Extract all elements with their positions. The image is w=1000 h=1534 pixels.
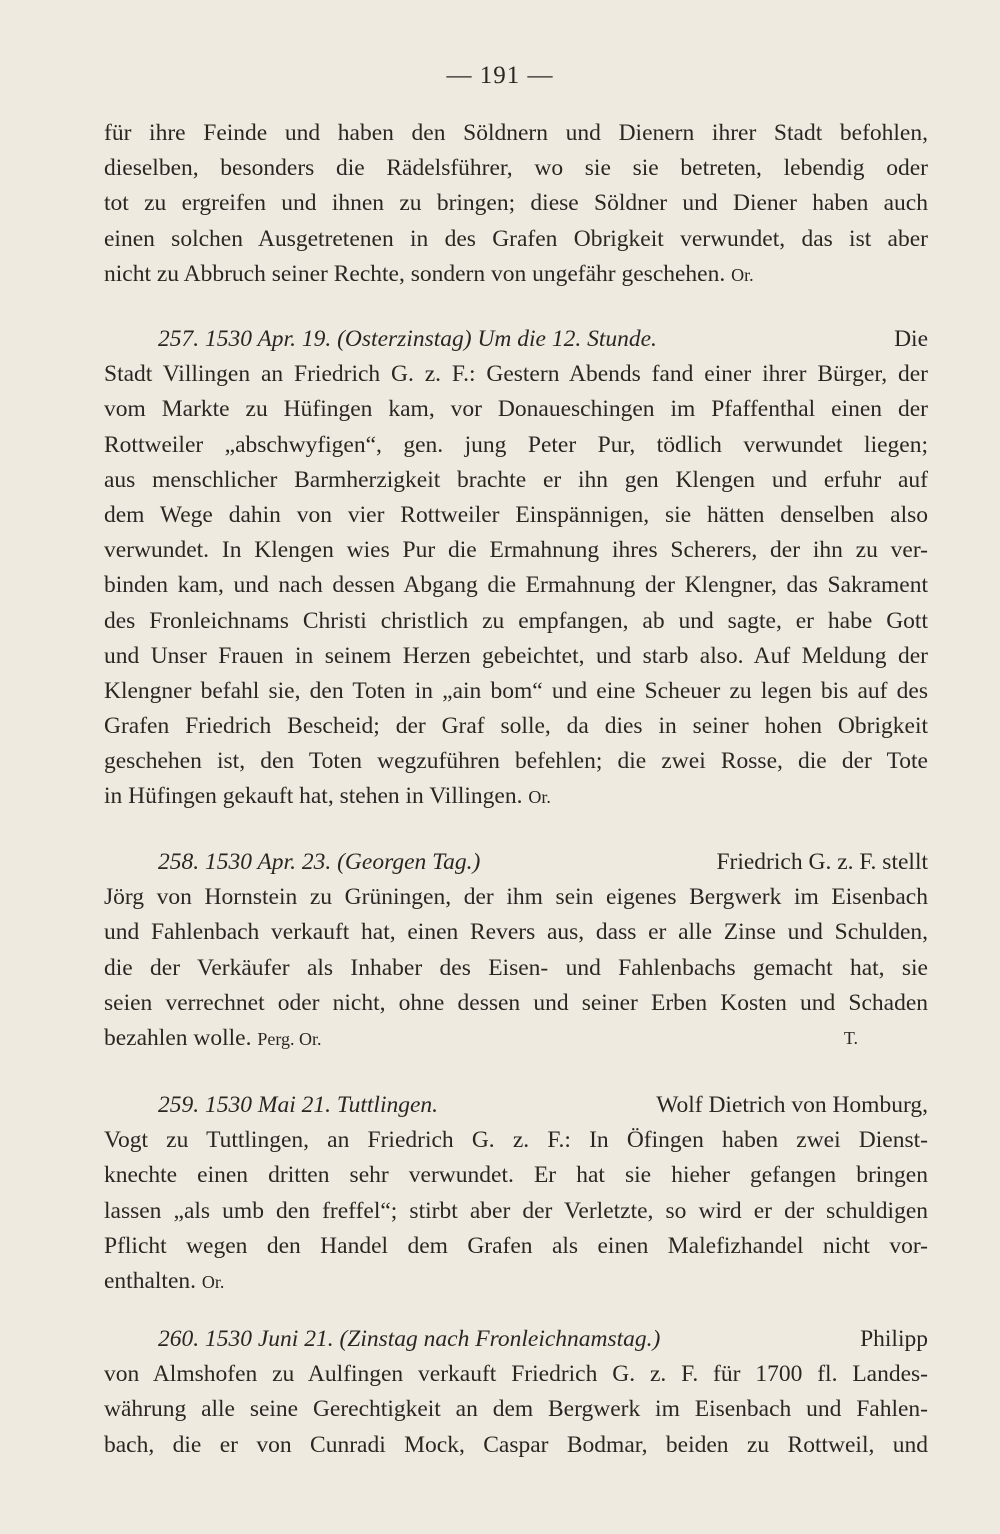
text-fragment: Die bbox=[894, 326, 928, 352]
text-line: Stadt Villingen an Friedrich G. z. F.: Gestern Abends fand einer ihrer Bürger, der bbox=[104, 361, 928, 388]
text-line: von Almshofen zu Aulfingen verkauft Friedrich G. z. F. für 1700 fl. Landes- bbox=[104, 1361, 928, 1388]
text-line: geschehen ist, den Toten wegzuführen befehlen; die zwei Rosse, die der Tote bbox=[104, 748, 928, 775]
text-line: für ihre Feinde und haben den Söldnern und Dienern ihrer Stadt befohlen, bbox=[104, 120, 928, 146]
text-line: Grafen Friedrich Bescheid; der Graf solle, da dies in seiner hohen Obrigkeit bbox=[104, 713, 928, 740]
text-line: tot zu ergreifen und ihnen zu bringen; diese Söldner und Diener haben auch bbox=[104, 190, 928, 217]
entry-257 bbox=[104, 322, 928, 815]
text-line: seien verrechnet oder nicht, ohne dessen und seiner Erben Kosten und Schaden bbox=[104, 989, 928, 1016]
text-line: binden kam, und nach dessen Abgang die Ermahnung der Klengner, das Sakrament bbox=[104, 572, 928, 599]
entry-258 bbox=[104, 845, 928, 1056]
text-line: verwundet. In Klengen wies Pur die Ermahnung ihres Scherers, der ihn zu ver- bbox=[104, 537, 928, 564]
entry-heading-line bbox=[104, 845, 928, 880]
entry-259 bbox=[104, 1088, 928, 1299]
text-line: und Fahlenbach verkauft hat, einen Revers aus, dass er alle Zinse und Schulden, bbox=[104, 919, 928, 946]
source-note: Or. bbox=[528, 787, 551, 808]
text-line: dieselben, besonders die Rädelsführer, wo sie sie betreten, lebendig oder bbox=[104, 155, 928, 182]
text-line: Pflicht wegen den Handel dem Grafen als einen Malefizhandel nicht vor- bbox=[104, 1232, 928, 1259]
text-fragment: bezahlen wolle. bbox=[104, 1024, 252, 1051]
text-line: vom Markte zu Hüfingen kam, vor Donaueschingen im Pfaffenthal einen der bbox=[104, 396, 928, 423]
entry-heading: 258. 1530 Apr. 23. (Georgen Tag.) bbox=[158, 849, 481, 875]
entry-heading-line bbox=[104, 1322, 928, 1357]
text-line: dem Wege dahin von vier Rottweiler Einspännigen, sie hätten denselben also bbox=[104, 501, 928, 528]
page-number: — 191 — bbox=[446, 62, 554, 89]
text-line: Rottweiler „abschwyfigen“, gen. jung Peter Pur, tödlich verwundet liegen; bbox=[104, 431, 928, 458]
text-fragment: nicht zu Abbruch seiner Rechte, sondern von ungefähr geschehen. bbox=[104, 260, 726, 287]
text-fragment: Philipp bbox=[860, 1326, 928, 1352]
source-note: Perg. Or. bbox=[257, 1028, 322, 1049]
text-line bbox=[104, 1264, 928, 1299]
entry-heading-line bbox=[104, 1088, 928, 1123]
source-note: Or. bbox=[731, 264, 754, 285]
text-fragment bbox=[104, 1021, 322, 1056]
text-line: Vogt zu Tuttlingen, an Friedrich G. z. F.: In Öfingen haben zwei Dienst- bbox=[104, 1127, 928, 1154]
text-line: Klengner befahl sie, den Toten in „ain bom“ und eine Scheuer zu legen bis auf des bbox=[104, 677, 928, 704]
entry-heading: 257. 1530 Apr. 19. (Osterzinstag) Um die 12. Stunde. bbox=[158, 326, 657, 352]
text-fragment: Friedrich G. z. F. stellt bbox=[716, 849, 928, 875]
source-note: Or. bbox=[201, 1271, 225, 1292]
text-line bbox=[104, 257, 928, 292]
text-line bbox=[104, 779, 928, 814]
text-fragment: in Hüfingen gekauft hat, stehen in Villingen. bbox=[104, 783, 523, 810]
text-line: Jörg von Hornstein zu Grüningen, der ihm sein eigenes Bergwerk im Eisenbach bbox=[104, 884, 928, 911]
paragraph-continuation bbox=[104, 116, 928, 292]
entry-heading: 259. 1530 Mai 21. Tuttlingen. bbox=[158, 1092, 439, 1118]
text-line: lassen „als umb den freffel“; stirbt aber der Verletzte, so wird er der schuldigen bbox=[104, 1197, 928, 1224]
text-line: und Unser Frauen in seinem Herzen gebeichtet, und starb also. Auf Meldung der bbox=[104, 642, 928, 669]
text-line: die der Verkäufer als Inhaber des Eisen- und Fahlenbachs gemacht hat, sie bbox=[104, 954, 928, 981]
text-line: bach, die er von Cunradi Mock, Caspar Bodmar, beiden zu Rottweil, und bbox=[104, 1431, 928, 1458]
text-line: währung alle seine Gerechtigkeit an dem Bergwerk im Eisenbach und Fahlen- bbox=[104, 1396, 928, 1423]
text-line bbox=[104, 1021, 928, 1056]
text-line: des Fronleichnams Christi christlich zu empfangen, ab und sagte, er habe Gott bbox=[104, 607, 928, 634]
entry-heading-line bbox=[104, 322, 928, 357]
text-line: knechte einen dritten sehr verwundet. Er hat sie hieher gefangen bringen bbox=[104, 1162, 928, 1189]
text-line: einen solchen Ausgetretenen in des Grafen Obrigkeit verwundet, das ist aber bbox=[104, 225, 928, 252]
text-fragment: Wolf Dietrich von Homburg, bbox=[656, 1092, 928, 1118]
marginal-mark: T. bbox=[843, 1027, 858, 1048]
entry-heading: 260. 1530 Juni 21. (Zinstag nach Fronleichnamstag.) bbox=[158, 1326, 661, 1352]
text-line: aus menschlicher Barmherzigkeit brachte er ihn gen Klengen und erfuhr auf bbox=[104, 466, 928, 493]
text-fragment: enthalten. bbox=[104, 1267, 197, 1294]
entry-260 bbox=[104, 1322, 928, 1463]
